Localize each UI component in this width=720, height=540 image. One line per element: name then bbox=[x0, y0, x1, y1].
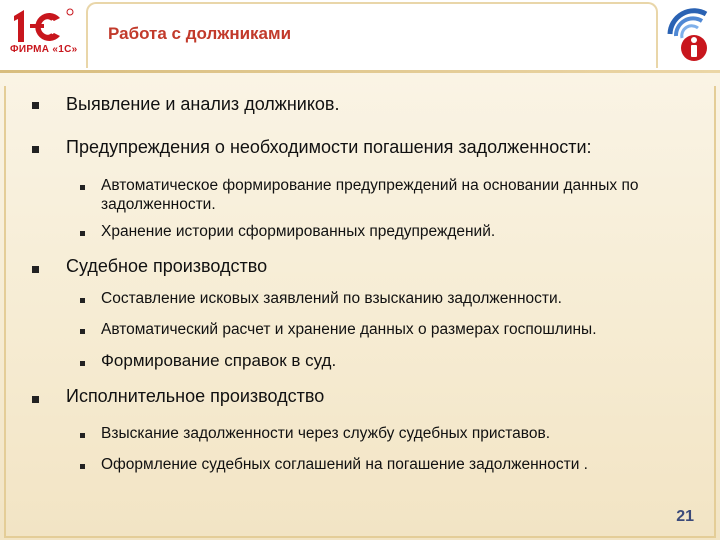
bullet-marker bbox=[32, 102, 39, 109]
bullet-marker bbox=[32, 396, 39, 403]
info-icon bbox=[662, 4, 714, 66]
bullet-marker bbox=[32, 146, 39, 153]
frame-left bbox=[4, 86, 6, 536]
sub-bullet-marker bbox=[80, 298, 85, 303]
sub-list-item: Автоматический расчет и хранение данных о размерах госпошлины. bbox=[101, 321, 597, 338]
sub-list-item: Формирование справок в суд. bbox=[101, 351, 337, 370]
frame-bottom bbox=[4, 536, 716, 538]
page-number: 21 bbox=[676, 508, 694, 525]
sub-bullet-marker bbox=[80, 361, 85, 366]
sub-bullet-marker bbox=[80, 231, 85, 236]
sub-list-item: Оформление судебных соглашений на погашение задолженности . bbox=[101, 456, 588, 473]
sub-bullet-marker bbox=[80, 433, 85, 438]
slide-header bbox=[0, 0, 720, 72]
list-item: Исполнительное производство bbox=[66, 386, 325, 406]
sub-list-item: Хранение истории сформированных предупреждений. bbox=[101, 223, 496, 240]
slide-title: Работа с должниками bbox=[108, 24, 292, 43]
logo-text: ФИРМА «1С» bbox=[10, 44, 78, 55]
bullet-marker bbox=[32, 266, 39, 273]
sub-list-item: Взыскание задолженности через службу судебных приставов. bbox=[101, 425, 551, 442]
sub-list-item: Составление исковых заявлений по взысканию задолженности. bbox=[101, 290, 562, 307]
header-divider bbox=[0, 70, 720, 73]
sub-bullet-marker bbox=[80, 329, 85, 334]
frame-right bbox=[714, 86, 716, 536]
list-item: Выявление и анализ должников. bbox=[66, 94, 340, 114]
sub-bullet-marker bbox=[80, 185, 85, 190]
list-item: Предупреждения о необходимости погашения задолженности: bbox=[66, 137, 592, 157]
sub-list-item: Автоматическое формирование предупреждений на основании данных по задолженности. bbox=[101, 177, 639, 213]
list-item: Судебное производство bbox=[66, 256, 268, 276]
sub-bullet-marker bbox=[80, 464, 85, 469]
